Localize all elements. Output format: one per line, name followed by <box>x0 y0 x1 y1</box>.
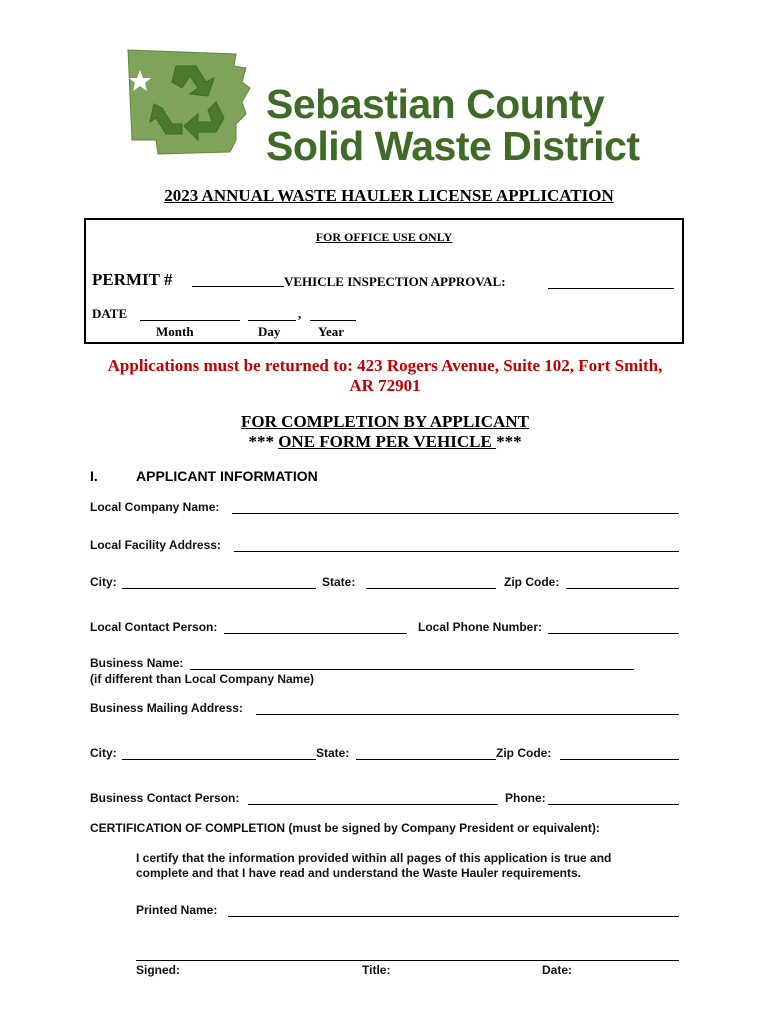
zip-code-field[interactable] <box>566 588 679 589</box>
office-use-box <box>84 218 684 344</box>
return-notice-line-2: AR 72901 <box>349 376 421 395</box>
signature-line[interactable] <box>136 960 679 961</box>
return-notice-line-1: Applications must be returned to: 423 Rogers Avenue, Suite 102, Fort Smith, <box>107 356 663 375</box>
local-facility-address-field[interactable] <box>234 551 679 552</box>
certify-statement-line-2: complete and that I have read and understand the Waste Hauler requirements. <box>136 866 581 880</box>
business-name-label: Business Name: <box>90 656 184 670</box>
printed-name-field[interactable] <box>228 916 679 917</box>
date-month-field[interactable] <box>140 320 240 321</box>
business-state-field[interactable] <box>356 759 496 760</box>
local-company-name-field[interactable] <box>232 513 679 514</box>
vehicle-inspection-label: VEHICLE INSPECTION APPROVAL: <box>284 274 506 289</box>
completion-heading <box>0 412 770 452</box>
logo <box>120 48 660 169</box>
signature-date-label: Date: <box>542 963 573 977</box>
return-notice <box>0 356 770 396</box>
printed-name-label: Printed Name: <box>136 903 218 917</box>
phone-field[interactable] <box>548 804 679 805</box>
phone-label: Phone: <box>505 791 546 805</box>
date-day-field[interactable] <box>248 320 296 321</box>
certification-heading: CERTIFICATION OF COMPLETION (must be signed by Company President or equivalent): <box>90 821 600 835</box>
business-state-label: State: <box>316 746 350 760</box>
state-label: State: <box>322 575 356 589</box>
local-phone-number-field[interactable] <box>548 633 679 634</box>
date-year-field[interactable] <box>310 320 356 321</box>
local-company-name-label: Local Company Name: <box>90 500 220 514</box>
local-contact-person-field[interactable] <box>224 633 407 634</box>
signed-label: Signed: <box>136 963 180 977</box>
business-mailing-address-label: Business Mailing Address: <box>90 701 243 715</box>
local-phone-number-label: Local Phone Number: <box>418 620 543 634</box>
day-caption: Day <box>258 324 281 339</box>
page-title: 2023 ANNUAL WASTE HAULER LICENSE APPLICATION <box>164 186 614 205</box>
local-facility-address-label: Local Facility Address: <box>90 538 221 552</box>
logo-line-2: Solid Waste District <box>266 123 640 169</box>
date-label: DATE <box>92 306 128 321</box>
logo-line-1: Sebastian County <box>266 81 605 127</box>
section-title: APPLICANT INFORMATION <box>136 468 318 484</box>
title-label: Title: <box>362 963 391 977</box>
business-city-label: City: <box>90 746 117 760</box>
section-number: I. <box>90 468 98 484</box>
month-caption: Month <box>156 324 194 339</box>
completion-heading-text: FOR COMPLETION BY APPLICANT <box>241 412 529 431</box>
permit-number-field[interactable] <box>192 286 284 287</box>
business-zip-code-label: Zip Code: <box>496 746 552 760</box>
vehicle-inspection-field[interactable] <box>548 288 674 289</box>
date-separator: , <box>298 306 302 321</box>
city-field[interactable] <box>122 588 316 589</box>
state-field[interactable] <box>366 588 496 589</box>
year-caption: Year <box>318 324 344 339</box>
business-zip-code-field[interactable] <box>560 759 679 760</box>
business-contact-person-field[interactable] <box>248 804 498 805</box>
business-contact-person-label: Business Contact Person: <box>90 791 240 805</box>
recycle-arkansas-map-icon <box>124 48 254 160</box>
local-contact-person-label: Local Contact Person: <box>90 620 218 634</box>
business-mailing-address-field[interactable] <box>256 714 679 715</box>
business-name-note: (if different than Local Company Name) <box>90 672 315 686</box>
certify-statement-line-1: I certify that the information provided within all pages of this application is true and <box>136 851 612 865</box>
permit-label: PERMIT # <box>92 270 173 289</box>
zip-code-label: Zip Code: <box>504 575 560 589</box>
city-label: City: <box>90 575 117 589</box>
business-city-field[interactable] <box>122 759 316 760</box>
office-use-heading: FOR OFFICE USE ONLY <box>315 230 453 244</box>
business-name-field[interactable] <box>190 669 634 670</box>
one-form-notice: *** ONE FORM PER VEHICLE *** <box>248 432 522 451</box>
